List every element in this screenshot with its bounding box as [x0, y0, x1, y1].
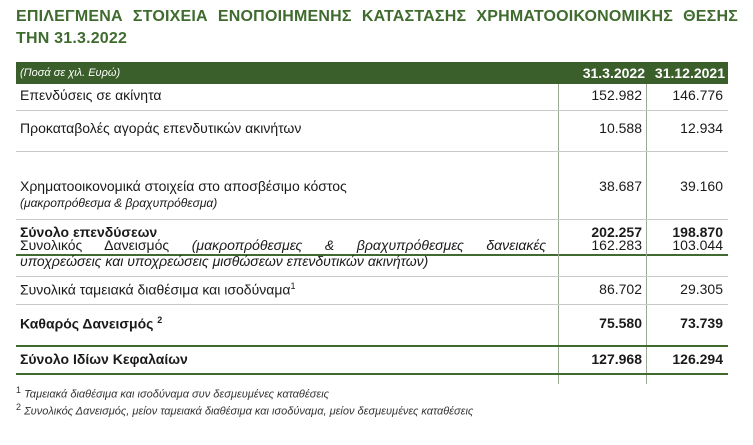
footnote-mark: 1 — [16, 385, 22, 395]
row-label-text: Καθαρός Δανεισμός — [20, 315, 154, 332]
row-label — [20, 281, 296, 298]
value-2021: 146.776 — [672, 87, 723, 103]
row-sublabel: (μακροπρόθεσμα & βραχυπρόθεσμα) — [20, 196, 218, 210]
value-2022: 127.968 — [591, 351, 642, 367]
table-row-total — [16, 347, 728, 373]
row-label: Προκαταβολές αγοράς επενδυτικών ακινήτων — [20, 120, 302, 136]
column-header-2022: 31.3.2022 — [582, 65, 645, 81]
row-label-main: Συνολικός Δανεισμός — [20, 237, 170, 253]
value-2021: 198.870 — [672, 224, 723, 240]
footnote-text: Ταμειακά διαθέσιμα και ισοδύναμα συν δεσμευμένες καταθέσεις — [24, 388, 329, 401]
value-2022: 86.702 — [599, 281, 642, 297]
footnote-mark: 2 — [16, 402, 22, 412]
table-row — [16, 111, 728, 151]
row-label: Σύνολο επενδύσεων — [20, 224, 158, 240]
row-label-note-cont: υποχρεώσεις και υποχρεώσεις μισθώσεων επενδυτικών ακινήτων) — [20, 253, 429, 269]
column-header-2021: 31.12.2021 — [654, 65, 725, 81]
value-2021: 73.739 — [680, 315, 723, 331]
value-2022: 75.580 — [599, 315, 642, 331]
footnote-text: Συνολικός Δανεισμός, μείον ταμειακά διαθέσιμα και ισοδύναμα, μείον δεσμευμένες καταθέσεις — [24, 405, 474, 418]
footnotes — [16, 385, 473, 419]
table-header — [16, 62, 728, 84]
value-2021: 126.294 — [672, 351, 723, 367]
table-body-lower — [16, 234, 728, 384]
table-row — [16, 152, 728, 219]
footnote-2 — [16, 402, 473, 419]
table-bottom-border — [16, 373, 728, 375]
footnote-mark: 1 — [290, 281, 296, 291]
row-label-note: (μακροπρόθεσμες & βραχυπρόθεσμες δανειακές — [191, 237, 546, 253]
value-2022: 38.687 — [599, 178, 642, 194]
title-line-2: ΤΗΝ 31.3.2022 — [16, 30, 128, 47]
unit-label: (Ποσά σε χιλ. Ευρώ) — [20, 67, 121, 79]
value-2022: 10.588 — [599, 120, 642, 136]
value-2021: 39.160 — [680, 178, 723, 194]
footnote-mark: 2 — [157, 315, 163, 325]
value-2021: 29.305 — [680, 281, 723, 297]
table-row-total — [16, 305, 728, 345]
table-row — [16, 234, 728, 276]
financial-position-table — [16, 62, 728, 384]
row-label: Χρηματοοικονομικά στοιχεία στο αποσβέσιμο κόστος — [20, 178, 347, 194]
value-2022: 202.257 — [591, 224, 642, 240]
value-2022: 152.982 — [591, 87, 642, 103]
page-title — [16, 6, 738, 50]
value-2021: 12.934 — [680, 120, 723, 136]
title-line-1: ΕΠΙΛΕΓΜΕΝΑ ΣΤΟΙΧΕΙΑ ΕΝΟΠΟΙΗΜΕΝΗΣ ΚΑΤΑΣΤΑΣΗΣ ΧΡΗΜΑΤΟΟΙΚΟΝΟΜΙΚΗΣ ΘΕΣΗΣ — [16, 8, 738, 25]
row-label-text: Συνολικά ταμειακά διαθέσιμα και ισοδύναμα — [20, 281, 291, 298]
row-label — [20, 315, 162, 332]
footnote-1 — [16, 385, 473, 402]
row-label: Επενδύσεις σε ακίνητα — [20, 87, 162, 103]
row-label: Σύνολο Ιδίων Κεφαλαίων — [20, 351, 188, 367]
table-row — [16, 277, 728, 304]
table-row — [16, 84, 728, 110]
row-label — [20, 237, 546, 269]
value-2022: 162.283 — [591, 237, 642, 253]
value-2021: 103.044 — [672, 237, 723, 253]
